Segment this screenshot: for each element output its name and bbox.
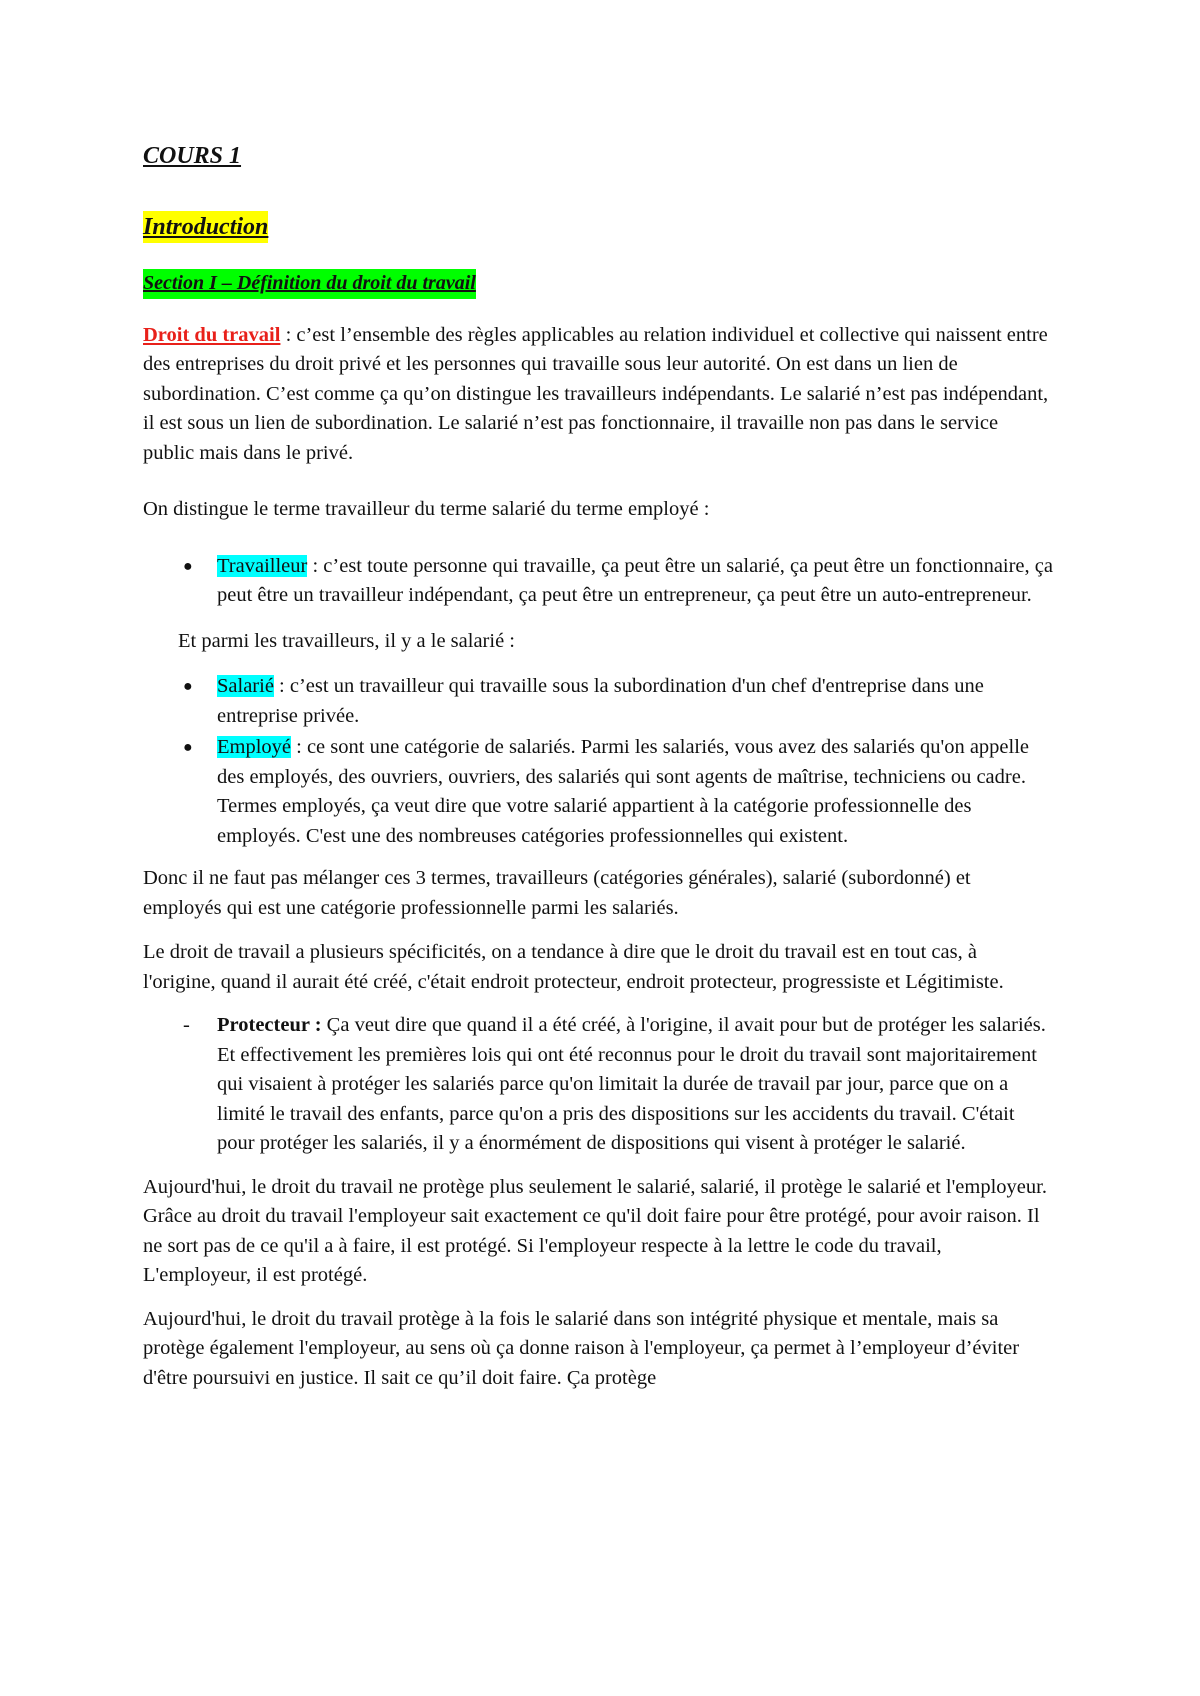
distinguish-paragraph: On distingue le terme travailleur du terme salarié du terme employé : [143,498,710,520]
definition-paragraph [143,321,1053,469]
bullet-icon: ● [183,557,193,575]
intro-heading: Introduction [143,211,268,243]
section-heading: Section I – Définition du droit du travail [143,269,476,299]
intro-line [143,211,1053,243]
list-item-text: : ce sont une catégorie de salariés. Parmi les salariés, vous avez des salariés qu'on appelle des employés, des ouvriers, ouvriers, des salariés qui sont agents de maîtrise, techniciens ou cadre. Termes employés, ça veut dire que votre salarié appartient à la catégorie professionnelle des employés. C'est une des nombreuses catégories professionnelles qui existent. [217,736,1030,847]
document-body [143,140,1053,1393]
aujourdhui-paragraph-1: Aujourd'hui, le droit du travail ne protège plus seulement le salarié, salarié, il protège le salarié et l'employeur. Grâce au droit du travail l'employeur sait exactement ce qu'il doit faire pour être protégé, pour avoir raison. Il ne sort pas de ce qu'il a à faire, il est protégé. Si l'employeur respecte à la lettre le code du travail, L'employeur, il est protégé. [143,1175,1047,1286]
bullet-icon: ● [183,739,193,756]
heading-line [143,140,1053,172]
list-item-term: Travailleur [217,554,308,577]
definition-text: : c’est l’ensemble des règles applicables au relation individuel et collective qui naissent entre des entreprises du droit privé et les personnes qui travaille sous leur autorité. On est dans un lien de subordination. C’est comme ça qu’on distingue les travailleurs indépendants. Le salarié n’est pas indépendant, il est sous un lien de subordination. Le salarié n’est pas fonctionnaire, il travaille non pas dans le service public mais dans le privé. [143,323,1049,464]
dash-marker: - [183,1014,190,1036]
among-paragraph: Et parmi les travailleurs, il y a le salarié : [178,629,515,652]
bullet-icon: ● [183,678,193,695]
list-item-text: : c’est un travailleur qui travaille sous la subordination d'un chef d'entreprise dans une entreprise privée. [217,675,984,727]
bullet-list-travailleur [143,552,1053,611]
list-item [143,552,1053,611]
list-item-term: Protecteur : [217,1014,322,1036]
list-item [143,733,1053,851]
section-line [143,269,1053,299]
aujourdhui-paragraph-2: Aujourd'hui, le droit du travail protège à la fois le salarié dans son intégrité physique et mentale, mais sa protège également l'employeur, au sens où ça donne raison à l'employeur, ça permet à l’employeur d’éviter d'être poursuivi en justice. Il sait ce qu’il doit faire. Ça protège [143,1307,1020,1389]
list-item [143,672,1053,731]
list-item [143,1011,1053,1159]
dash-list [143,1011,1053,1159]
list-item-term: Employé [217,736,292,758]
donc-paragraph: Donc il ne faut pas mélanger ces 3 termes, travailleurs (catégories générales), salarié (subordonné) et employés qui est une catégorie professionnelle parmi les salariés. [143,867,971,919]
list-item-text: : c’est toute personne qui travaille, ça peut être un salarié, ça peut être un fonctionnaire, ça peut être un travailleur indépendant, ça peut être un entrepreneur, ça peut être un auto-entrepreneur. [217,554,1053,606]
droit-paragraph: Le droit de travail a plusieurs spécificités, on a tendance à dire que le droit du travail est en tout cas, à l'origine, quand il aurait été créé, c'était endroit protecteur, endroit protecteur, progressiste et Légitimiste. [143,941,1004,993]
bullet-list-salarie [143,672,1053,851]
list-item-term: Salarié [217,675,274,697]
list-item-text: Ça veut dire que quand il a été créé, à l'origine, il avait pour but de protéger les salariés. Et effectivement les premières lois qui ont été reconnus pour le droit du travail sont majoritairement qui visaient à protéger les salariés parce qu'on limitait la durée de travail par jour, parce que on a limité le travail des enfants, parce qu'on a pris des dispositions sur les accidents du travail. C'était pour protéger les salariés, il y a énormément de dispositions qui visent à protéger le salarié. [217,1014,1046,1154]
definition-term: Droit du travail [143,323,281,346]
document-heading: COURS 1 [143,143,242,169]
